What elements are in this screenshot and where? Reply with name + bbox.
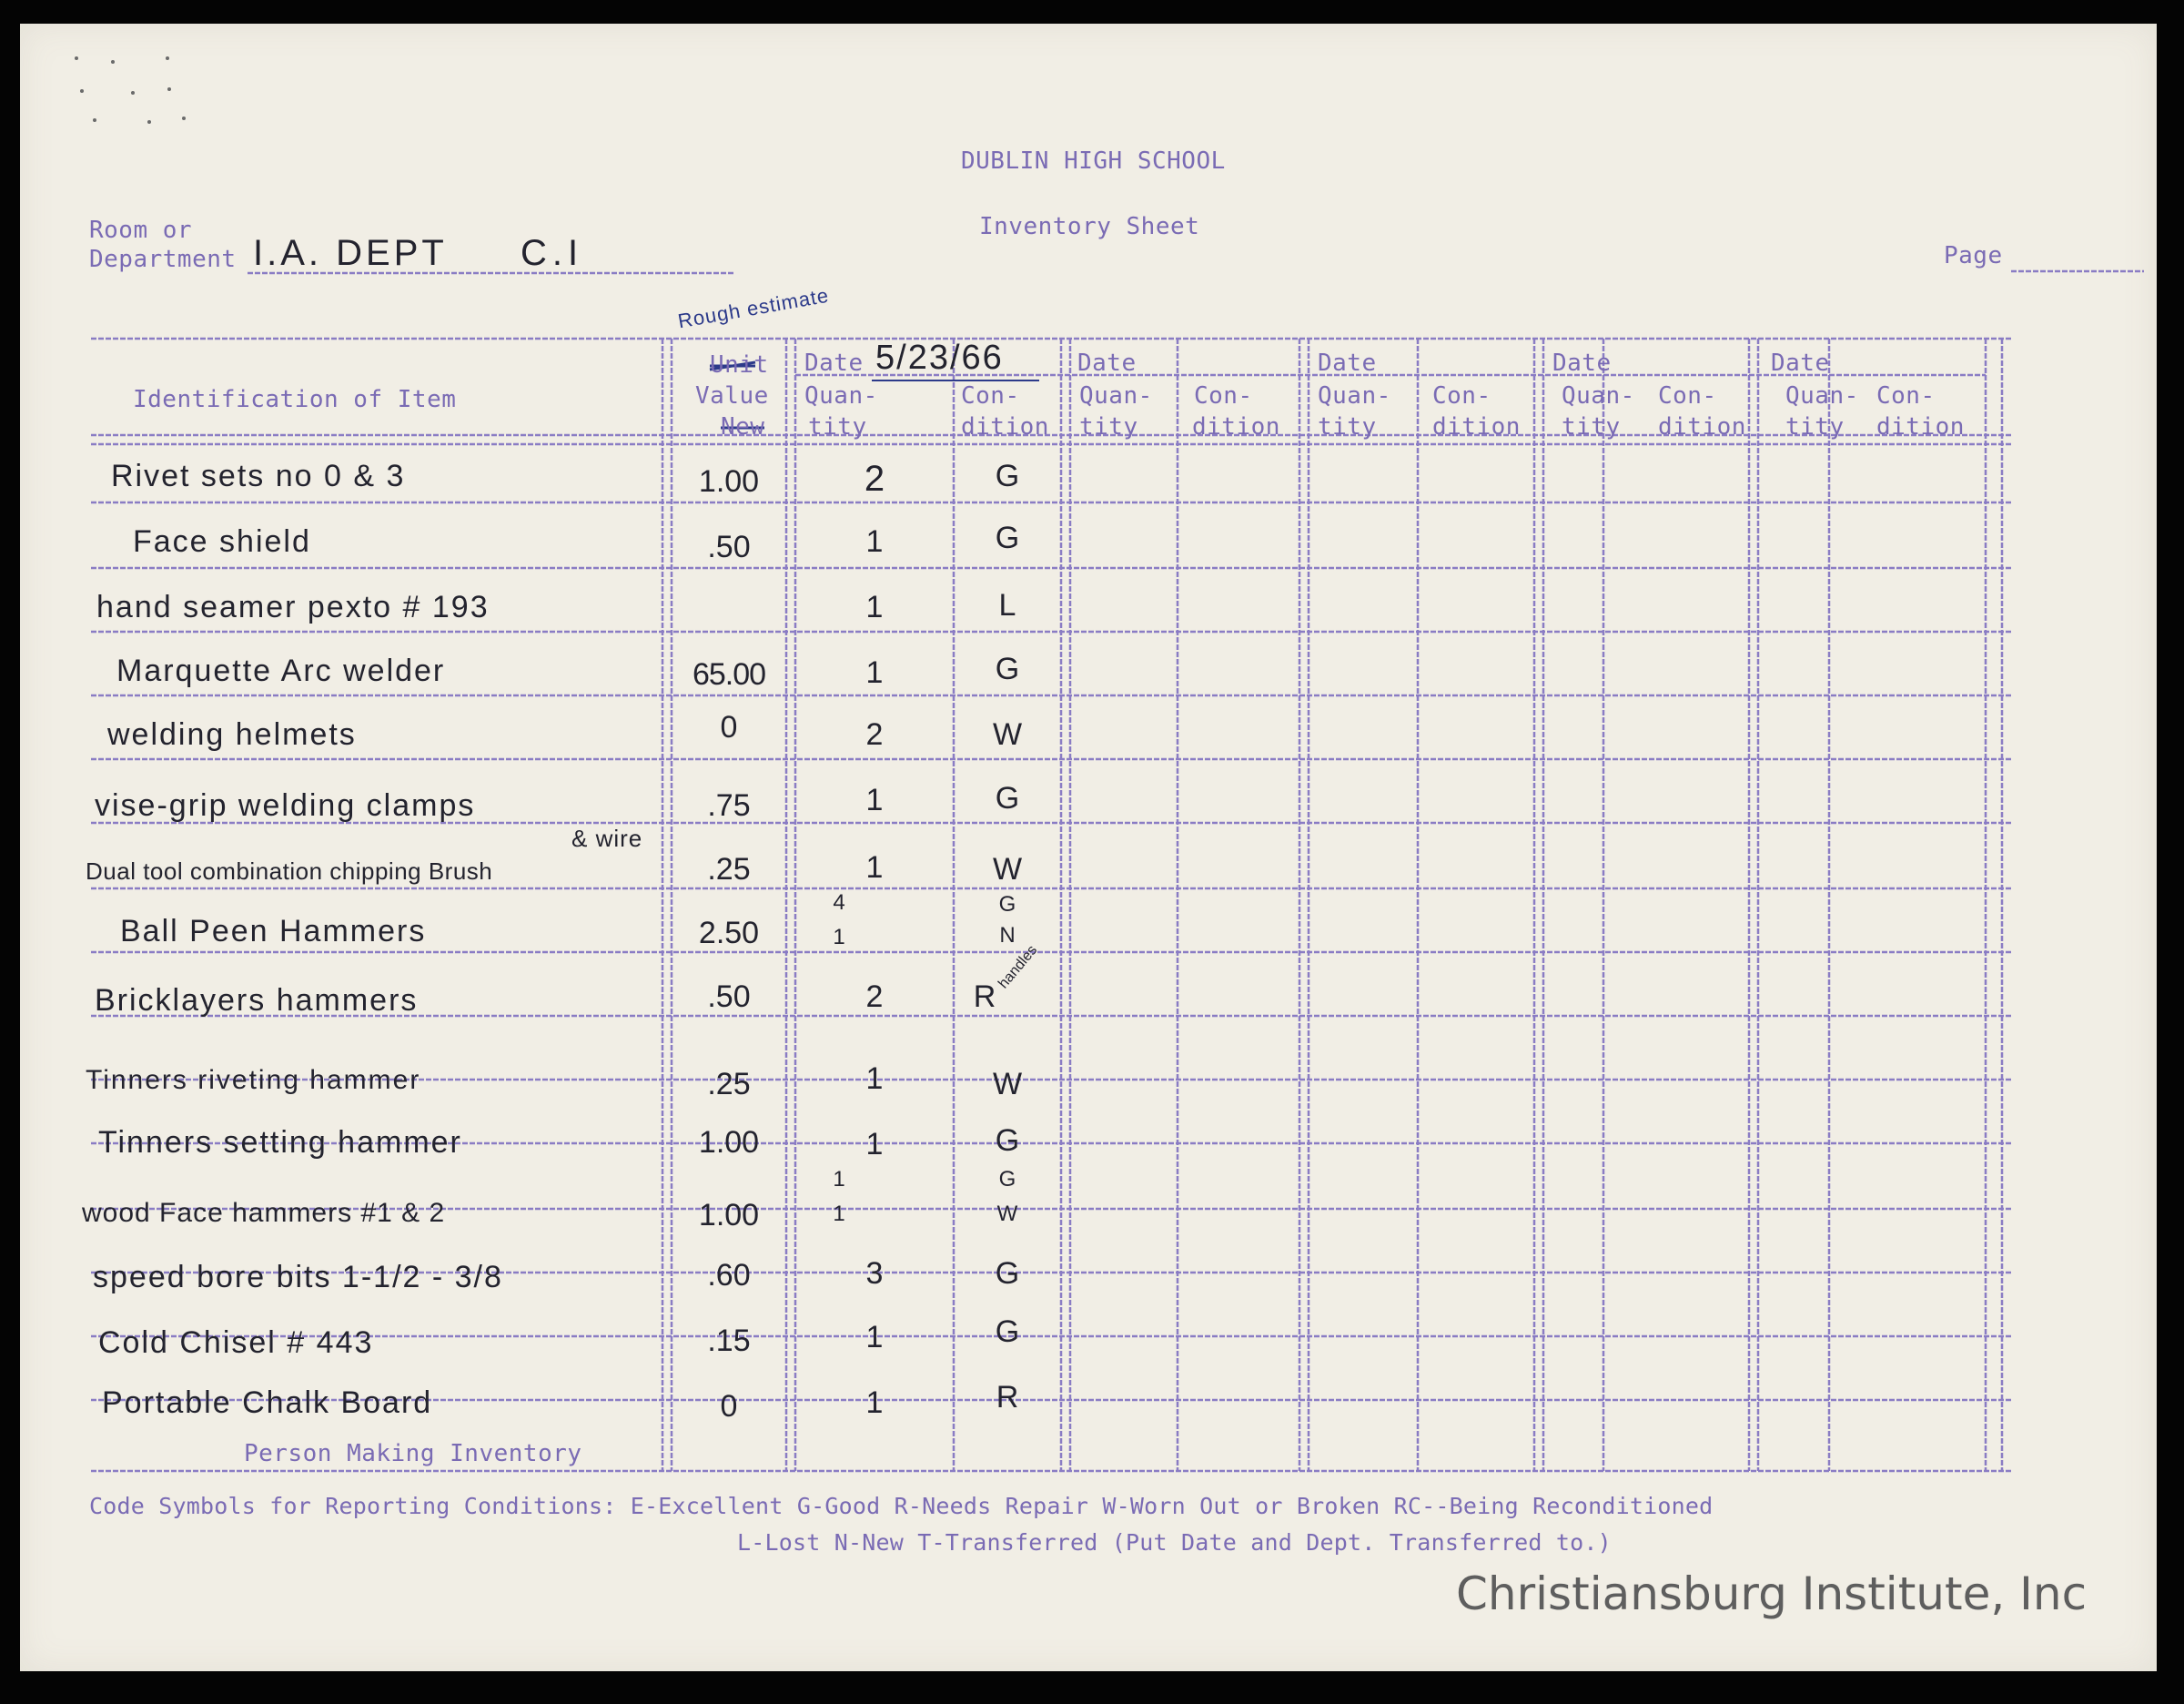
row-value: 0	[720, 710, 738, 745]
row-condition: W	[992, 717, 1023, 752]
condition-header: dition	[1192, 413, 1280, 441]
inventory-sheet	[20, 24, 2157, 1671]
row-value: .50	[707, 979, 751, 1014]
quantity-header: tity	[1079, 413, 1138, 441]
row-condition: G	[998, 1167, 1016, 1192]
value-header: Value	[695, 382, 769, 410]
row-condition: G	[995, 652, 1020, 686]
row-item: Rivet sets no 0 & 3	[111, 459, 406, 493]
row-item: Marquette Arc welder	[116, 654, 446, 688]
date-label: Date	[1771, 350, 1830, 377]
row-item: Tinners setting hammer	[98, 1125, 462, 1160]
row-value: 1.00	[698, 464, 760, 499]
quantity-header: Quan-	[1318, 382, 1391, 410]
row-quantity: 1	[865, 1320, 884, 1354]
row-value: 1.00	[698, 1125, 760, 1160]
row-item: welding helmets	[107, 717, 357, 752]
room-label: Room or	[89, 217, 193, 244]
row-value: .25	[707, 852, 751, 887]
condition-header: Con-	[1194, 382, 1253, 410]
condition-header: Con-	[1876, 382, 1936, 410]
row-value: 1.00	[698, 1198, 760, 1232]
row-item: Bricklayers hammers	[95, 983, 419, 1018]
row-quantity: 1	[865, 524, 884, 559]
row-quantity: 1	[865, 1061, 884, 1096]
row-condition: G	[995, 521, 1020, 555]
condition-header: dition	[961, 413, 1049, 441]
row-quantity: 4	[833, 890, 845, 915]
value-header-struck-2: New	[721, 413, 765, 441]
quantity-header: Quan-	[804, 382, 878, 410]
sheet-title: Inventory Sheet	[979, 213, 1200, 240]
row-condition: G	[995, 1256, 1020, 1291]
row-value: 0	[720, 1389, 738, 1424]
date-label: Date	[1077, 350, 1137, 377]
condition-header: Con-	[1432, 382, 1491, 410]
row-value: .25	[707, 1067, 751, 1101]
row-item: speed bore bits 1-1/2 - 3/8	[93, 1260, 503, 1294]
row-quantity: 1	[865, 783, 884, 817]
row-quantity-2: 1	[833, 1202, 845, 1226]
row-condition: G	[998, 892, 1016, 917]
row-condition: G	[995, 459, 1020, 493]
date-label: Date	[804, 350, 864, 377]
value-annotation: Rough estimate	[676, 283, 831, 333]
department-value: I.A. DEPT	[253, 233, 448, 273]
page-label: Page	[1944, 242, 2003, 269]
code-symbols-line-2: L-Lost N-New T-Transferred (Put Date and Dept. Transferred to.)	[737, 1529, 1612, 1556]
quantity-header: tity	[1562, 413, 1621, 441]
quantity-header: Quan-	[1079, 382, 1153, 410]
quantity-header: Quan-	[1562, 382, 1635, 410]
row-quantity: 1	[865, 590, 884, 624]
condition-header: Con-	[1658, 382, 1717, 410]
row-quantity: 2	[865, 979, 884, 1014]
date-label: Date	[1552, 350, 1612, 377]
code-symbols-line-1: Code Symbols for Reporting Conditions: E-Excellent G-Good R-Needs Repair W-Worn Out or Broken RC--Being Reconditioned	[89, 1493, 1714, 1519]
row-item: Tinners riveting hammer	[86, 1065, 421, 1095]
value-header-struck: Unit	[710, 351, 769, 379]
row-value: .75	[707, 788, 751, 823]
row-quantity: 2	[865, 717, 884, 752]
row-quantity: 2	[864, 459, 885, 499]
row-condition: R	[996, 1380, 1019, 1415]
row-value: 65.00	[692, 657, 766, 692]
condition-header: dition	[1432, 413, 1521, 441]
row-quantity: 1	[833, 1167, 845, 1192]
quantity-header: Quan-	[1785, 382, 1859, 410]
person-making-inventory-label: Person Making Inventory	[244, 1440, 582, 1467]
row-condition: G	[995, 781, 1020, 816]
condition-header: dition	[1658, 413, 1746, 441]
quantity-header: tity	[808, 413, 867, 441]
row-condition: G	[995, 1123, 1020, 1158]
row-condition: L	[998, 588, 1016, 623]
row-condition: W	[992, 1067, 1023, 1101]
first-date-value: 5/23/66	[875, 339, 1004, 377]
row-condition: W	[992, 852, 1023, 887]
row-value: .15	[707, 1324, 751, 1358]
row-value: .60	[707, 1258, 751, 1293]
quantity-header: tity	[1318, 413, 1377, 441]
row-item: Dual tool combination chipping Brush	[86, 857, 493, 885]
row-item: hand seamer pexto # 193	[96, 590, 490, 624]
condition-header: dition	[1876, 413, 1965, 441]
row-condition: G	[995, 1314, 1020, 1349]
row-value: 2.50	[698, 916, 760, 950]
quantity-header: tity	[1785, 413, 1845, 441]
identification-header: Identification of Item	[133, 386, 457, 413]
department-value-2: C.I	[521, 233, 584, 273]
watermark: Christiansburg Institute, Inc	[1456, 1567, 2088, 1620]
row-quantity: 1	[865, 1127, 884, 1161]
row-condition-2: N	[999, 923, 1016, 948]
date-label: Date	[1318, 350, 1377, 377]
row-quantity: 1	[865, 655, 884, 690]
row-condition: R	[973, 979, 996, 1014]
row-item-note: & wire	[571, 825, 643, 852]
row-quantity-2: 1	[833, 925, 845, 949]
row-quantity: 1	[865, 850, 884, 885]
condition-header: Con-	[961, 382, 1020, 410]
school-name: DUBLIN HIGH SCHOOL	[961, 147, 1226, 175]
row-item: Face shield	[133, 524, 311, 559]
row-item: Portable Chalk Board	[102, 1385, 433, 1420]
row-item: Cold Chisel # 443	[98, 1325, 374, 1360]
row-item: Ball Peen Hammers	[120, 914, 427, 948]
row-quantity: 1	[865, 1385, 884, 1420]
row-item: vise-grip welding clamps	[95, 788, 476, 823]
row-item: wood Face hammers #1 & 2	[82, 1198, 446, 1228]
row-value: .50	[707, 530, 751, 564]
row-condition-note: handles	[996, 942, 1041, 992]
department-label: Department	[89, 246, 237, 273]
row-condition-2: W	[996, 1202, 1018, 1226]
row-quantity: 3	[865, 1256, 884, 1291]
